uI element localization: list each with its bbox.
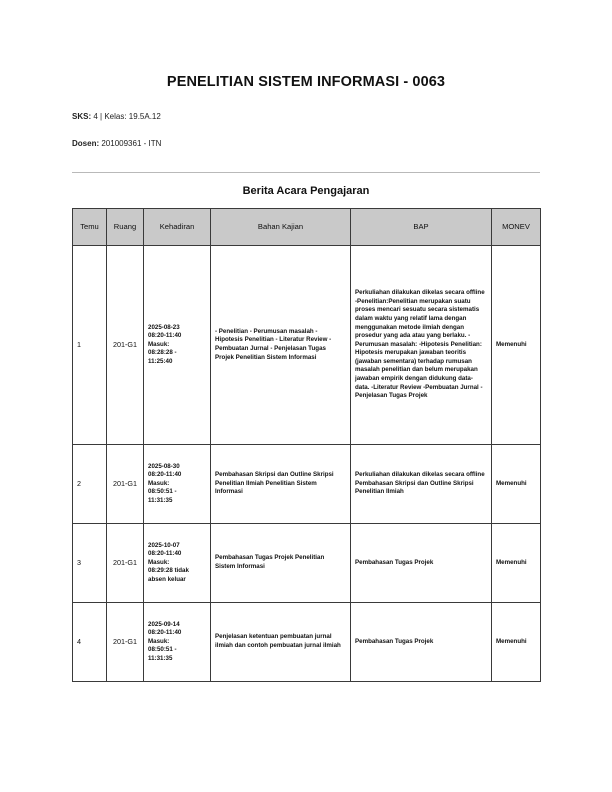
cell-ruang: 201-G1 <box>107 246 144 445</box>
table-header-row <box>73 209 541 246</box>
hadir-date: 2025-09-14 <box>148 620 180 628</box>
col-bahan-kajian: Bahan Kajian <box>211 209 351 246</box>
hadir-label: Masuk: <box>148 558 170 566</box>
dosen-line <box>72 139 161 148</box>
cell-temu: 2 <box>73 445 107 524</box>
hadir-date: 2025-08-30 <box>148 462 180 470</box>
hadir-out: 11:31:35 <box>148 496 173 504</box>
col-monev: MONEV <box>492 209 541 246</box>
cell-temu: 3 <box>73 524 107 603</box>
cell-bap: Pembahasan Tugas Projek <box>351 603 492 682</box>
cell-kehadiran <box>144 246 211 445</box>
table-row <box>73 603 541 682</box>
hadir-time: 08:20-11:40 <box>148 550 182 558</box>
sks-line <box>72 112 161 121</box>
page-title: PENELITIAN SISTEM INFORMASI - 0063 <box>166 74 446 90</box>
cell-monev: Memenuhi <box>492 524 541 603</box>
dosen-value: 201009361 - ITN <box>101 139 162 148</box>
hadir-out: absen keluar <box>148 575 186 583</box>
section-title: Berita Acara Pengajaran <box>242 185 370 197</box>
cell-kehadiran <box>144 445 211 524</box>
divider <box>72 172 540 173</box>
cell-ruang: 201-G1 <box>107 445 144 524</box>
hadir-in: 08:50:51 - <box>148 646 177 654</box>
bap-table <box>72 208 541 682</box>
col-bap: BAP <box>351 209 492 246</box>
cell-temu: 4 <box>73 603 107 682</box>
hadir-date: 2025-08-23 <box>148 323 180 331</box>
hadir-label: Masuk: <box>148 479 170 487</box>
cell-bap: Perkuliahan dilakukan dikelas secara offline Pembahasan Skripsi dan Outline Skripsi Penelitian Ilmiah <box>351 445 492 524</box>
hadir-date: 2025-10-07 <box>148 541 180 549</box>
sks-value: 4 | Kelas: 19.5A.12 <box>93 112 161 121</box>
col-temu: Temu <box>73 209 107 246</box>
cell-ruang: 201-G1 <box>107 524 144 603</box>
cell-monev: Memenuhi <box>492 445 541 524</box>
cell-kehadiran <box>144 603 211 682</box>
cell-monev: Memenuhi <box>492 246 541 445</box>
cell-bahan-kajian: Pembahasan Skripsi dan Outline Skripsi Penelitian Ilmiah Penelitian Sistem Informasi <box>211 445 351 524</box>
hadir-in: 08:28:28 - <box>148 349 177 357</box>
hadir-time: 08:20-11:40 <box>148 629 182 637</box>
col-kehadiran: Kehadiran <box>144 209 211 246</box>
hadir-label: Masuk: <box>148 637 170 645</box>
cell-bap: Pembahasan Tugas Projek <box>351 524 492 603</box>
cell-bahan-kajian: Pembahasan Tugas Projek Penelitian Sistem Informasi <box>211 524 351 603</box>
cell-monev: Memenuhi <box>492 603 541 682</box>
col-ruang: Ruang <box>107 209 144 246</box>
hadir-in: 08:50:51 - <box>148 488 177 496</box>
cell-bahan-kajian: - Penelitian - Perumusan masalah - Hipotesis Penelitian - Literatur Review - Pembuatan Jurnal - Penjelasan Tugas Projek Penelitian Sistem Informasi <box>211 246 351 445</box>
cell-temu: 1 <box>73 246 107 445</box>
cell-bahan-kajian: Penjelasan ketentuan pembuatan jurnal ilmiah dan contoh pembuatan jurnal ilmiah <box>211 603 351 682</box>
table-row <box>73 246 541 445</box>
sks-label: SKS: <box>72 112 92 121</box>
hadir-label: Masuk: <box>148 340 170 348</box>
hadir-out: 11:31:35 <box>148 654 173 662</box>
dosen-label: Dosen: <box>72 139 100 148</box>
cell-bap: Perkuliahan dilakukan dikelas secara offline -Penelitian:Penelitian merupakan suatu proses mencari sesuatu secara sistematis dalam waktu yang relatif lama dengan menggunakan metode ilmiah dengan prosedur yang ada atau yang berlaku. -Perumusan masalah: -Hipotesis Penelitian: Hipotesis merupakan jawaban teoritis (jawaban sementara) terhadap rumusan masalah penelitian dan belum merupakan jawaban empirik dengan didukung data-data. -Literatur Review -Pembuatan Jurnal -Penjelasan Tugas Projek <box>351 246 492 445</box>
table-row <box>73 445 541 524</box>
cell-ruang: 201-G1 <box>107 603 144 682</box>
cell-kehadiran <box>144 524 211 603</box>
hadir-time: 08:20-11:40 <box>148 332 182 340</box>
hadir-in: 08:29:28 tidak <box>148 567 189 575</box>
hadir-time: 08:20-11:40 <box>148 471 182 479</box>
hadir-out: 11:25:40 <box>148 357 173 365</box>
table-row <box>73 524 541 603</box>
